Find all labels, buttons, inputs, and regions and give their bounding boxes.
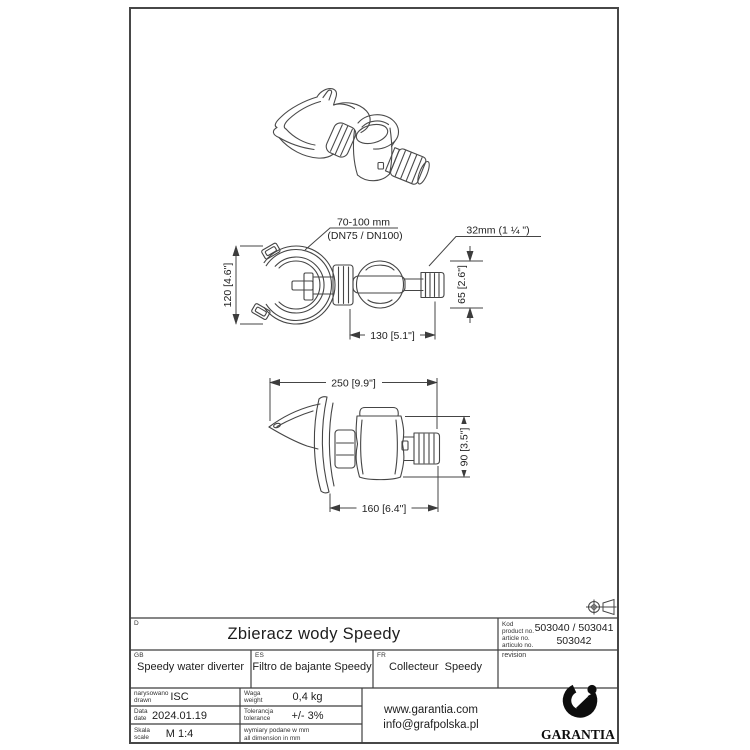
garantia-logo — [541, 685, 616, 743]
clamp-latch-top — [261, 243, 281, 260]
date-label-en: date — [134, 715, 147, 723]
tolerance-label-pl: Tolerancja — [244, 708, 274, 715]
code-label-en: product no. — [502, 627, 534, 635]
side-view-dim-text — [331, 377, 470, 515]
date-value: 2024.01.19 — [151, 709, 208, 722]
weight-label-pl: Waga — [244, 690, 261, 697]
dim-body-height: 90 [3.5"] — [458, 427, 471, 467]
drawing-title: Zbieracz wody Speedy — [227, 625, 401, 643]
drawn-label-en: drawn — [134, 697, 152, 705]
title-es: Filtro de bajante Speedy — [252, 661, 372, 673]
leader-hose-size: 32mm (1 ¼ ") — [466, 224, 530, 237]
isometric-view — [273, 89, 432, 188]
iso-collar-nut — [324, 121, 358, 160]
website: www.garantia.com — [384, 704, 478, 716]
dim-length-130: 130 [5.1"] — [370, 329, 415, 342]
title-fr: Collecteur Speedy — [389, 661, 482, 673]
front-ball — [357, 261, 404, 308]
leader-pipe-range: 70-100 mm — [336, 216, 391, 229]
sheet-size-label: D — [134, 620, 139, 627]
tolerance-label — [244, 708, 273, 722]
side-view — [269, 397, 440, 493]
dim-length-160: 160 [6.4"] — [361, 502, 407, 515]
title-gb: Speedy water diverter — [137, 661, 244, 673]
dim-clamp-height: 120 [4.6"] — [222, 262, 234, 308]
scale-label-en: scale — [134, 733, 149, 741]
lang-tag-es: ES — [255, 652, 265, 659]
front-view-dimensions — [236, 228, 541, 342]
lang-tag-fr: FR — [377, 652, 387, 659]
drawn-value: ISC — [170, 691, 189, 703]
code-labels — [502, 621, 534, 650]
scale-value: M 1:4 — [165, 728, 194, 740]
weight-label-en: weight — [244, 697, 263, 705]
units-note — [244, 727, 309, 743]
product-code-1: 503040 / 503041 — [534, 622, 614, 634]
tolerance-value: +/- 3% — [291, 709, 324, 722]
units-note-en: all dimension in mm — [244, 735, 301, 742]
code-label-pl: Kod — [502, 620, 514, 628]
projection-symbol — [586, 600, 617, 615]
units-note-pl: wymiary podane w mm — [244, 727, 310, 734]
code-label-es: articulo no. — [502, 642, 534, 650]
drawn-label-pl: narysowano — [134, 690, 169, 697]
side-hose-connector — [414, 433, 440, 464]
logo-dot — [587, 685, 596, 694]
front-view — [251, 243, 444, 325]
product-code-2: 503042 — [556, 634, 592, 647]
tolerance-label-en: tolerance — [244, 715, 271, 723]
scale-label-pl: Skala — [134, 726, 150, 734]
brand-name: GARANTIA — [541, 728, 616, 743]
date-label-pl: Data — [134, 708, 148, 715]
weight-value: 0,4 kg — [292, 691, 323, 703]
front-hose-connector — [421, 273, 426, 298]
lang-tag-gb: GB — [134, 652, 144, 659]
side-body-lid — [360, 408, 399, 417]
front-view-dim-text — [222, 217, 530, 342]
dim-overall-length: 250 [9.9"] — [331, 377, 376, 390]
code-label-de: article no. — [502, 634, 530, 642]
email: info@grafpolska.pl — [383, 718, 479, 731]
weight-label — [244, 690, 262, 704]
contact-block — [372, 703, 490, 732]
revision-label: revision — [502, 651, 527, 659]
side-nut — [335, 430, 355, 468]
leader-pipe-dn: (DN75 / DN100) — [327, 229, 403, 242]
dim-outlet-height: 65 [2.6"] — [456, 265, 468, 304]
